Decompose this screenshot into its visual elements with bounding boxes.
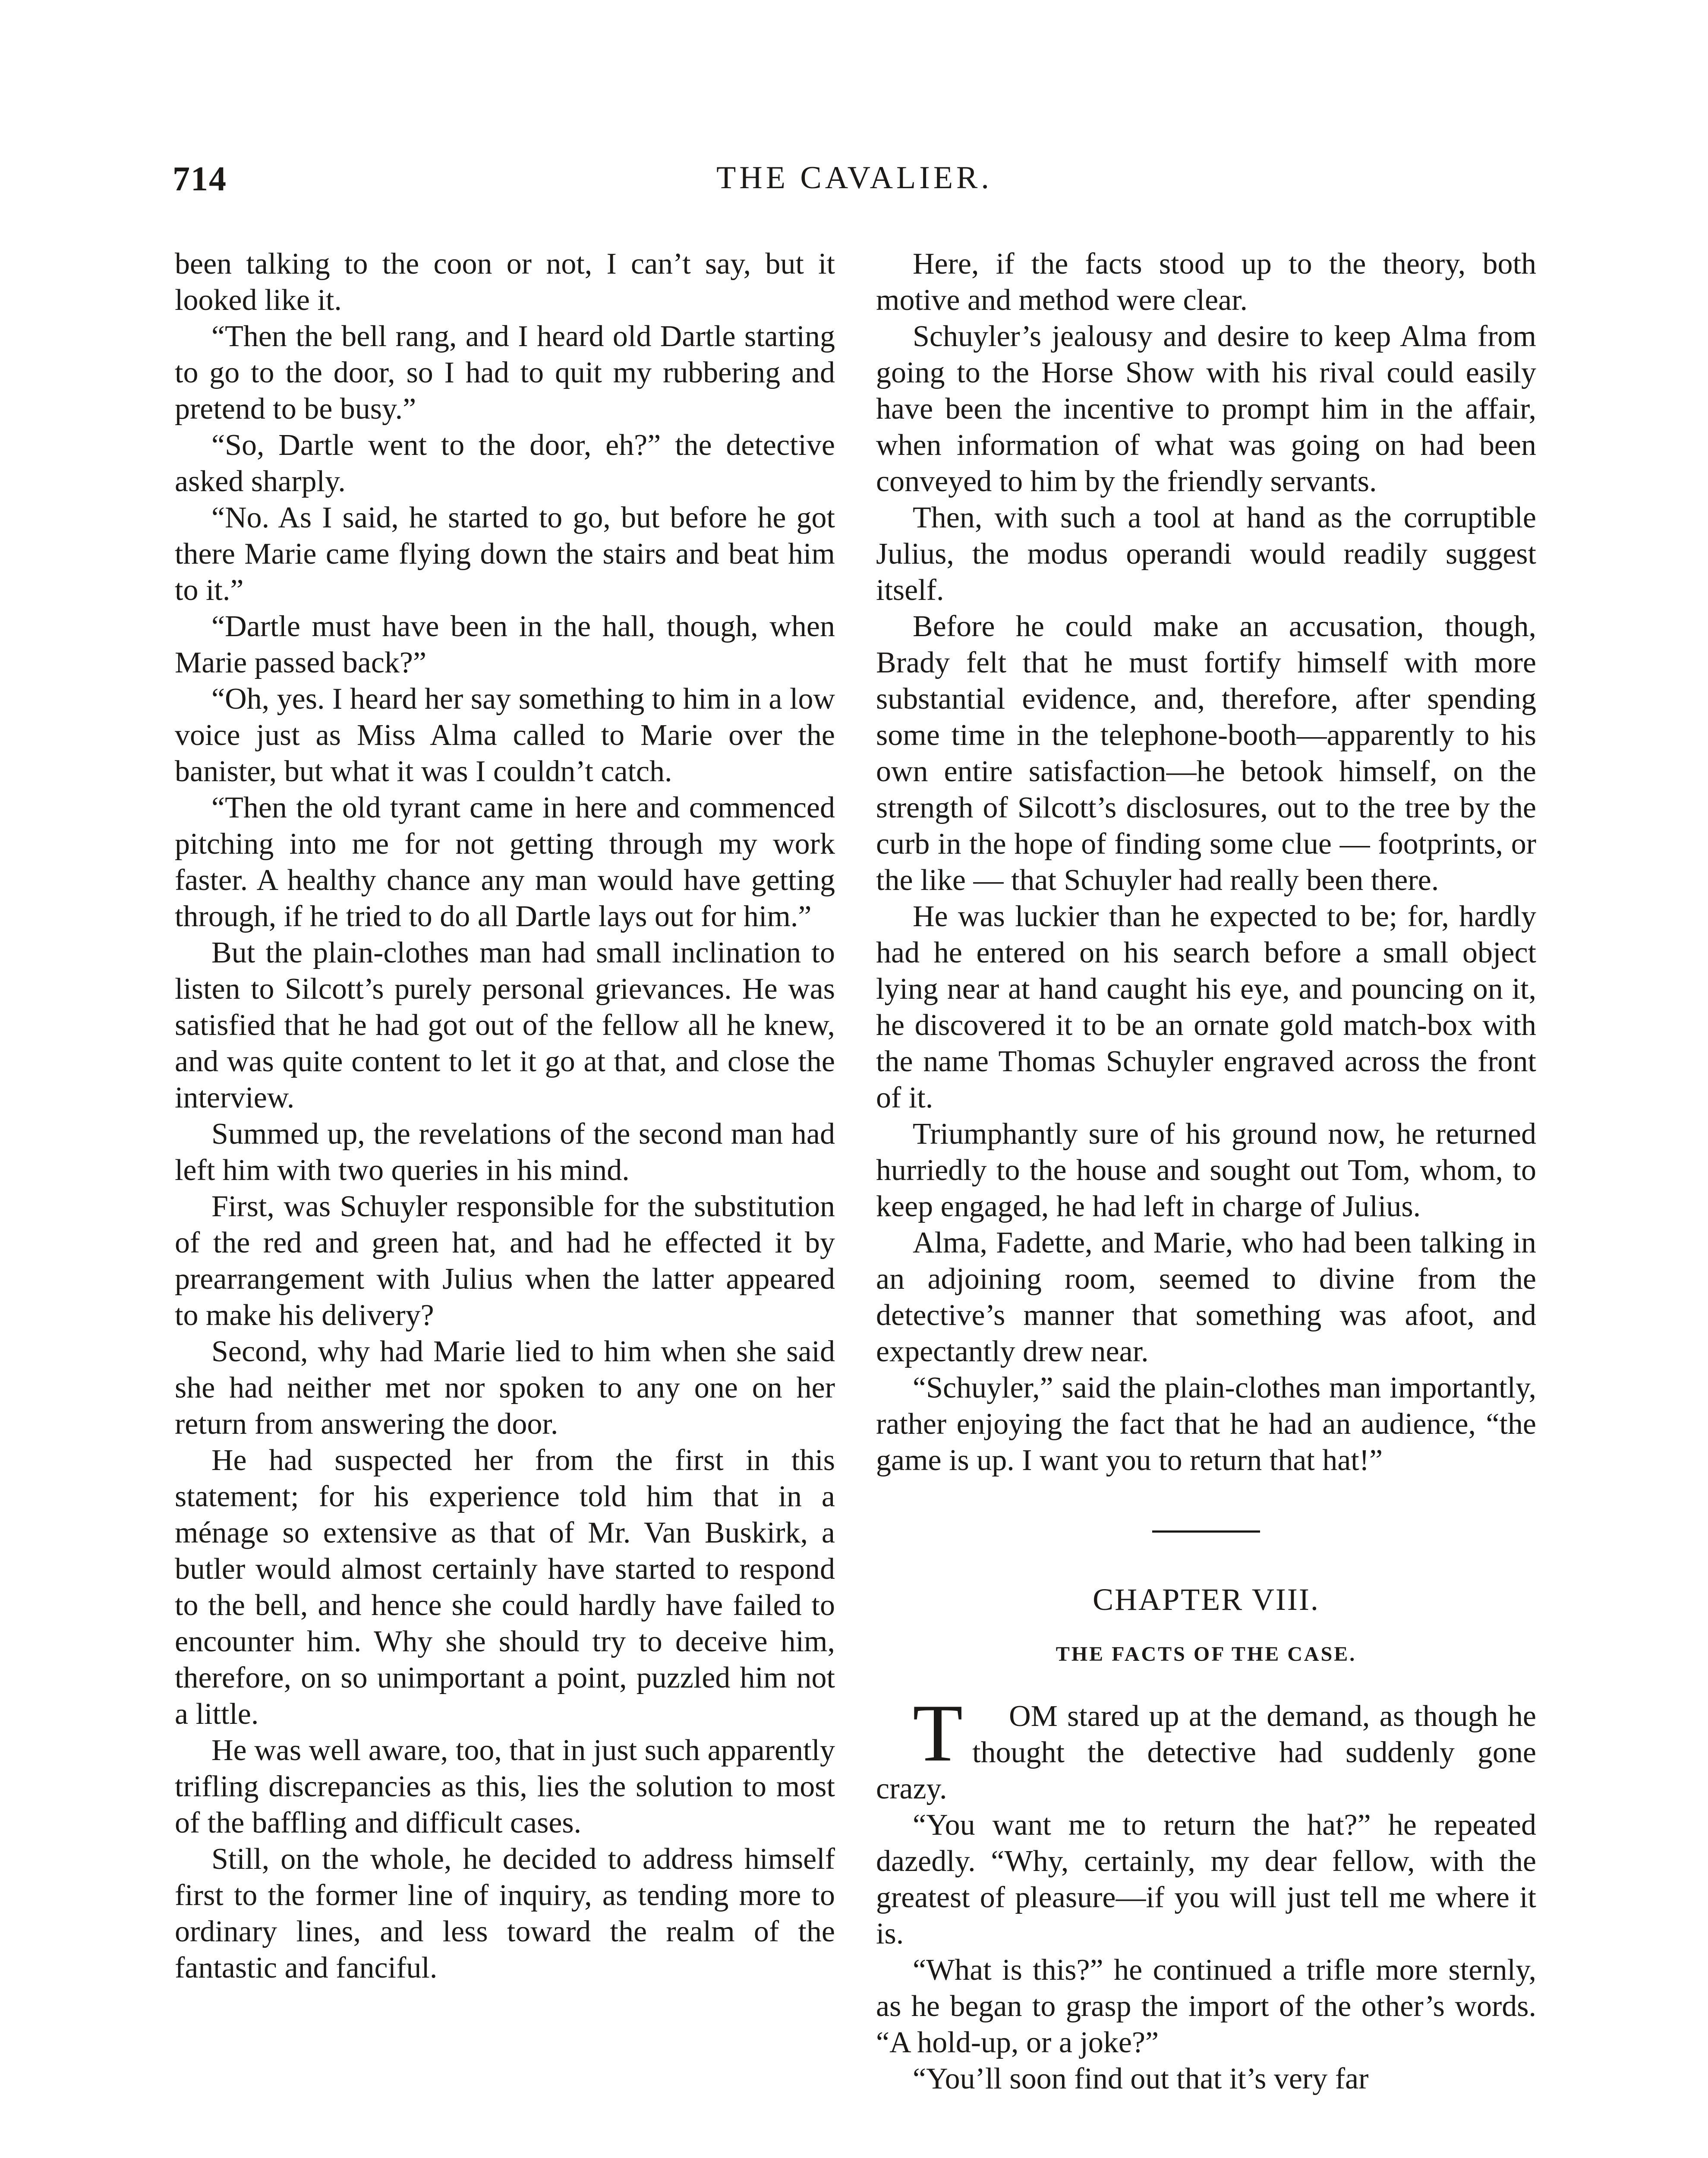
paragraph: “Then the old tyrant came in here and commenced pitching into me for not getting through my work faster. A healthy chance any man would have getting through, if he tried to do all Dartle lays out for him.” [175,791,835,933]
page-header [173,160,1536,207]
paragraph: Here, if the facts stood up to the theory, both motive and method were clear. [876,247,1536,317]
chapter-opening-paragraph [876,1688,1536,1807]
paragraph: Schuyler’s jealousy and desire to keep Alma from going to the Horse Show with his rival could easily have been the incentive to prompt him in the affair, when information of what was going on had been conveyed to him by the friendly servants. [876,320,1536,498]
paragraph: He was luckier than he expected to be; for, hardly had he entered on his search before a small object lying near at hand caught his eye, and pouncing on it, he discovered it to be an ornate gold match-box with the name Thomas Schuyler engraved across the front of it. [876,900,1536,1114]
paragraph: “What is this?” he continued a trifle more sternly, as he began to grasp the import of the other’s words. “A hold-up, or a joke?” [876,1953,1536,2059]
paragraph: “No. As I said, he started to go, but before he got there Marie came flying down the stairs and beat him to it.” [175,501,835,607]
paragraph: First, was Schuyler responsible for the substitution of the red and green hat, and had he effected it by prearrangement with Julius when the latter appeared to make his delivery? [175,1190,835,1332]
opening-text: OM stared up at the demand, as though he thought the detective had suddenly gone crazy. [876,1700,1536,1805]
page-number: 714 [173,160,227,198]
paragraph: Second, why had Marie lied to him when she said she had neither met nor spoken to any one on her return from answering the door. [175,1335,835,1441]
left-column [175,246,835,1986]
paragraph: Alma, Fadette, and Marie, who had been talking in an adjoining room, seemed to divine from the detective’s manner that something was afoot, and expectantly drew near. [876,1226,1536,1368]
right-column [876,246,1536,2097]
chapter-subtitle: THE FACTS OF THE CASE. [1056,1643,1357,1666]
paragraph: Triumphantly sure of his ground now, he returned hurriedly to the house and sought out Tom, whom, to keep engaged, he had left in charge of Julius. [876,1117,1536,1223]
paragraph: “You want me to return the hat?” he repeated dazedly. “Why, certainly, my dear fellow, with the greatest of pleasure—if you will just tell me where it is. [876,1808,1536,1950]
paragraph: “So, Dartle went to the door, eh?” the detective asked sharply. [175,429,835,498]
paragraph: He had suspected her from the first in this statement; for his experience told him that in a ménage so extensive as that of Mr. Van Buskirk, a butler would almost certainly have started to respond to the bell, and hence she could hardly have failed to encounter him. Why she should try to deceive him, therefore, on so unimportant a point, puzzled him not a little. [175,1444,835,1731]
paragraph: “Then the bell rang, and I heard old Dartle starting to go to the door, so I had to quit my rubbering and pretend to be busy.” [175,320,835,426]
paragraph: “Oh, yes. I heard her say something to him in a low voice just as Miss Alma called to Marie over the banister, but what it was I couldn’t catch. [175,682,835,788]
paragraph: Still, on the whole, he decided to address himself first to the former line of inquiry, as tending more to ordinary lines, and less toward the realm of the fantastic and fanciful. [175,1843,835,1984]
drop-cap: T [913,1688,963,1779]
paragraph: Before he could make an accusation, though, Brady felt that he must fortify himself with more substantial evidence, and, therefore, after spending some time in the telephone-booth—apparently to his own entire satisfaction—he betook himself, on the strength of Silcott’s disclosures, out to the tree by the curb in the hope of finding some clue — footprints, or the like — that Schuyler had really been there. [876,610,1536,897]
paragraph: “You’ll soon find out that it’s very far [913,2062,1369,2095]
paragraph: been talking to the coon or not, I can’t say, but it looked like it. [175,247,835,317]
section-divider [1152,1530,1260,1533]
paragraph: “Schuyler,” said the plain-clothes man importantly, rather enjoying the fact that he had an audience, “the game is up. I want you to return that hat!” [876,1371,1536,1477]
running-head: THE CAVALIER. [716,160,993,196]
chapter-title: CHAPTER VIII. [1093,1582,1320,1617]
paragraph: Then, with such a tool at hand as the corruptible Julius, the modus operandi would readily suggest itself. [876,501,1536,607]
paragraph: But the plain-clothes man had small inclination to listen to Silcott’s purely personal grievances. He was satisfied that he had got out of the fellow all he knew, and was quite content to let it go at that, and close the interview. [175,936,835,1114]
paragraph: He was well aware, too, that in just such apparently trifling discrepancies as this, lies the solution to most of the baffling and difficult cases. [175,1734,835,1839]
paragraph: “Dartle must have been in the hall, though, when Marie passed back?” [175,610,835,679]
paragraph: Summed up, the revelations of the second man had left him with two queries in his mind. [175,1117,835,1187]
